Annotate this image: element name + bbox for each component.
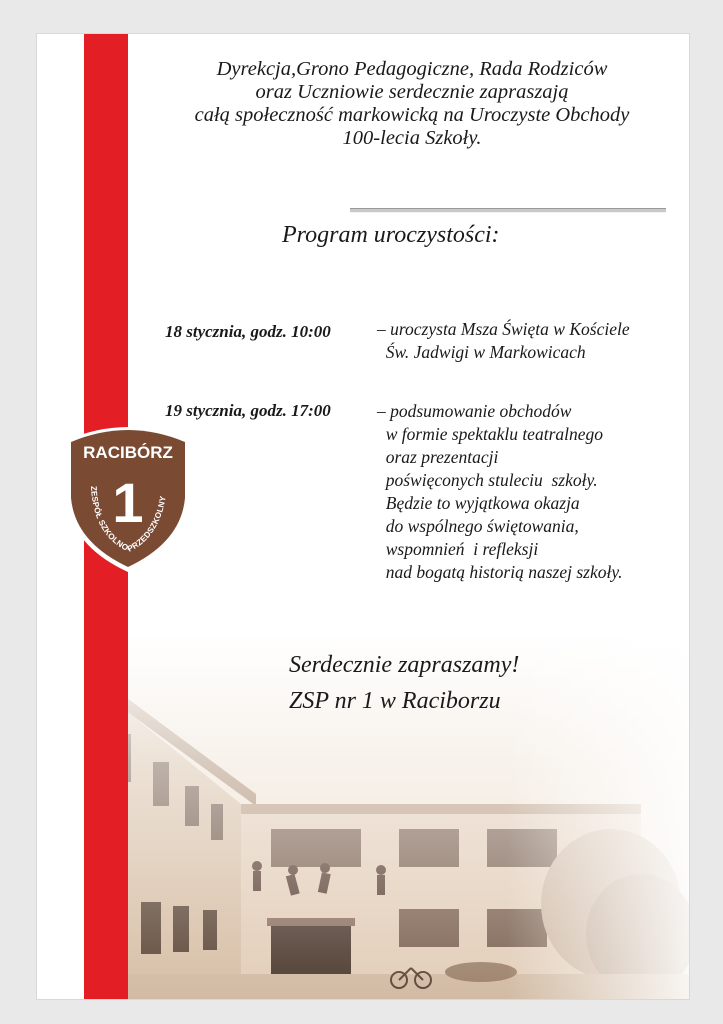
closing-line: Serdecznie zapraszamy!: [289, 652, 520, 678]
invitation-line: całą społeczność markowicką na Uroczyste Obchody: [194, 104, 630, 126]
invitation-line: Dyrekcja,Grono Pedagogiczne, Rada Rodziców: [216, 58, 608, 80]
divider: [350, 208, 666, 213]
event-line: wspomnień i refleksji: [377, 539, 539, 559]
school-shield-logo: [63, 418, 193, 574]
program-title: Program uroczystości:: [282, 222, 500, 248]
event-line: oraz prezentacji: [377, 447, 499, 467]
event-line: w formie spektaklu teatralnego: [377, 424, 604, 444]
invitation-line: oraz Uczniowie serdecznie zapraszają: [255, 81, 569, 103]
invitation-poster: [36, 33, 690, 1000]
invitation-line: 100-lecia Szkoły.: [342, 127, 482, 149]
closing-text: [289, 647, 519, 719]
event-line: do wspólnego świętowania,: [377, 516, 579, 536]
event-line: – podsumowanie obchodów: [377, 401, 572, 421]
event-line: Św. Jadwigi w Markowicach: [377, 342, 586, 362]
badge-city: RACIBÓRZ: [83, 443, 173, 462]
event-description: [377, 400, 623, 584]
event-line: poświęconych stuleciu szkoły.: [377, 470, 598, 490]
event-date: 19 stycznia, godz. 17:00: [165, 401, 331, 420]
event-date: 18 stycznia, godz. 10:00: [165, 322, 331, 341]
event-description: [377, 318, 630, 364]
event-line: – uroczysta Msza Święta w Kościele: [377, 319, 630, 339]
invitation-text: [147, 58, 677, 150]
badge-arc-textpath: ZESPÓŁ SZKOLNO-PRZEDSZKOLNY: [88, 485, 168, 554]
signature-line: ZSP nr 1 w Raciborzu: [289, 688, 501, 714]
event-line: Będzie to wyjątkowa okazja: [377, 493, 580, 513]
event-line: nad bogatą historią naszej szkoły.: [377, 562, 623, 582]
badge-number: 1: [112, 471, 144, 534]
